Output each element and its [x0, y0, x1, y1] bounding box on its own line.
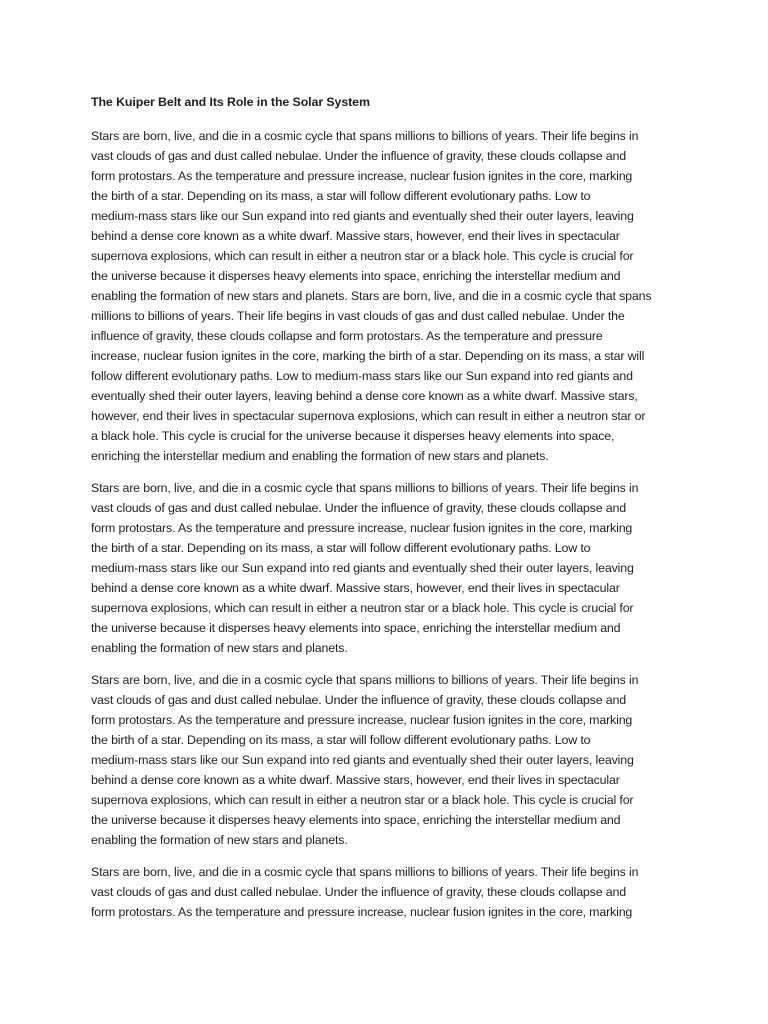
paragraph-line: enabling the formation of new stars and planets. — [91, 833, 348, 847]
paragraph-line: vast clouds of gas and dust called nebulae. Under the influence of gravity, these clouds collapse and — [91, 693, 626, 707]
paragraph-line: the universe because it disperses heavy elements into space, enriching the interstellar medium and — [91, 813, 621, 827]
paragraph-line: the universe because it disperses heavy elements into space, enriching the interstellar medium and — [91, 621, 621, 635]
paragraph-line: supernova explosions, which can result in either a neutron star or a black hole. This cycle is crucial for — [91, 793, 634, 807]
paragraph-line: form protostars. As the temperature and pressure increase, nuclear fusion ignites in the core, marking — [91, 713, 633, 727]
paragraph-line: enabling the formation of new stars and planets. — [91, 641, 348, 655]
paragraph-line: the universe because it disperses heavy elements into space, enriching the interstellar medium and — [91, 269, 621, 283]
paragraph-line: however, end their lives in spectacular supernova explosions, which can result in either a neutron star or — [91, 409, 646, 423]
paragraph-line: the birth of a star. Depending on its mass, a star will follow different evolutionary paths. Low to — [91, 541, 591, 555]
paragraph-line: behind a dense core known as a white dwarf. Massive stars, however, end their lives in spectacular — [91, 229, 620, 243]
body-paragraph — [91, 478, 683, 658]
document-body — [91, 92, 683, 934]
paragraph-line: medium-mass stars like our Sun expand into red giants and eventually shed their outer layers, leaving — [91, 209, 634, 223]
paragraph-line: Stars are born, live, and die in a cosmic cycle that spans millions to billions of years. Their life begins in — [91, 129, 639, 143]
body-paragraph — [91, 862, 683, 922]
paragraph-list — [91, 126, 683, 922]
body-paragraph — [91, 670, 683, 850]
paragraph-line: form protostars. As the temperature and pressure increase, nuclear fusion ignites in the core, marking — [91, 905, 633, 919]
paragraph-line: enabling the formation of new stars and planets. Stars are born, live, and die in a cosmic cycle that spans — [91, 289, 652, 303]
paragraph-line: vast clouds of gas and dust called nebulae. Under the influence of gravity, these clouds collapse and — [91, 885, 626, 899]
paragraph-line: Stars are born, live, and die in a cosmic cycle that spans millions to billions of years. Their life begins in — [91, 865, 639, 879]
paragraph-line: Stars are born, live, and die in a cosmic cycle that spans millions to billions of years. Their life begins in — [91, 673, 639, 687]
paragraph-line: supernova explosions, which can result in either a neutron star or a black hole. This cycle is crucial for — [91, 601, 634, 615]
paragraph-line: medium-mass stars like our Sun expand into red giants and eventually shed their outer layers, leaving — [91, 561, 634, 575]
paragraph-line: vast clouds of gas and dust called nebulae. Under the influence of gravity, these clouds collapse and — [91, 501, 626, 515]
paragraph-line: form protostars. As the temperature and pressure increase, nuclear fusion ignites in the core, marking — [91, 521, 633, 535]
paragraph-line: behind a dense core known as a white dwarf. Massive stars, however, end their lives in spectacular — [91, 773, 620, 787]
paragraph-line: Stars are born, live, and die in a cosmic cycle that spans millions to billions of years. Their life begins in — [91, 481, 639, 495]
paragraph-line: influence of gravity, these clouds collapse and form protostars. As the temperature and pressure — [91, 329, 603, 343]
paragraph-line: millions to billions of years. Their life begins in vast clouds of gas and dust called nebulae. Under the — [91, 309, 625, 323]
body-paragraph — [91, 126, 683, 466]
paragraph-line: the birth of a star. Depending on its mass, a star will follow different evolutionary paths. Low to — [91, 733, 591, 747]
paragraph-line: form protostars. As the temperature and pressure increase, nuclear fusion ignites in the core, marking — [91, 169, 633, 183]
paragraph-line: follow different evolutionary paths. Low to medium-mass stars like our Sun expand into red giants and — [91, 369, 633, 383]
document-title: The Kuiper Belt and Its Role in the Solar System — [91, 95, 370, 109]
paragraph-line: enriching the interstellar medium and enabling the formation of new stars and planets. — [91, 449, 549, 463]
paragraph-line: medium-mass stars like our Sun expand into red giants and eventually shed their outer layers, leaving — [91, 753, 634, 767]
paragraph-line: vast clouds of gas and dust called nebulae. Under the influence of gravity, these clouds collapse and — [91, 149, 626, 163]
paragraph-line: increase, nuclear fusion ignites in the core, marking the birth of a star. Depending on its mass, a star will — [91, 349, 645, 363]
paragraph-line: supernova explosions, which can result in either a neutron star or a black hole. This cycle is crucial for — [91, 249, 634, 263]
paragraph-line: a black hole. This cycle is crucial for the universe because it disperses heavy elements into space, — [91, 429, 615, 443]
paragraph-line: behind a dense core known as a white dwarf. Massive stars, however, end their lives in spectacular — [91, 581, 620, 595]
paragraph-line: eventually shed their outer layers, leaving behind a dense core known as a white dwarf. Massive stars, — [91, 389, 638, 403]
paragraph-line: the birth of a star. Depending on its mass, a star will follow different evolutionary paths. Low to — [91, 189, 591, 203]
